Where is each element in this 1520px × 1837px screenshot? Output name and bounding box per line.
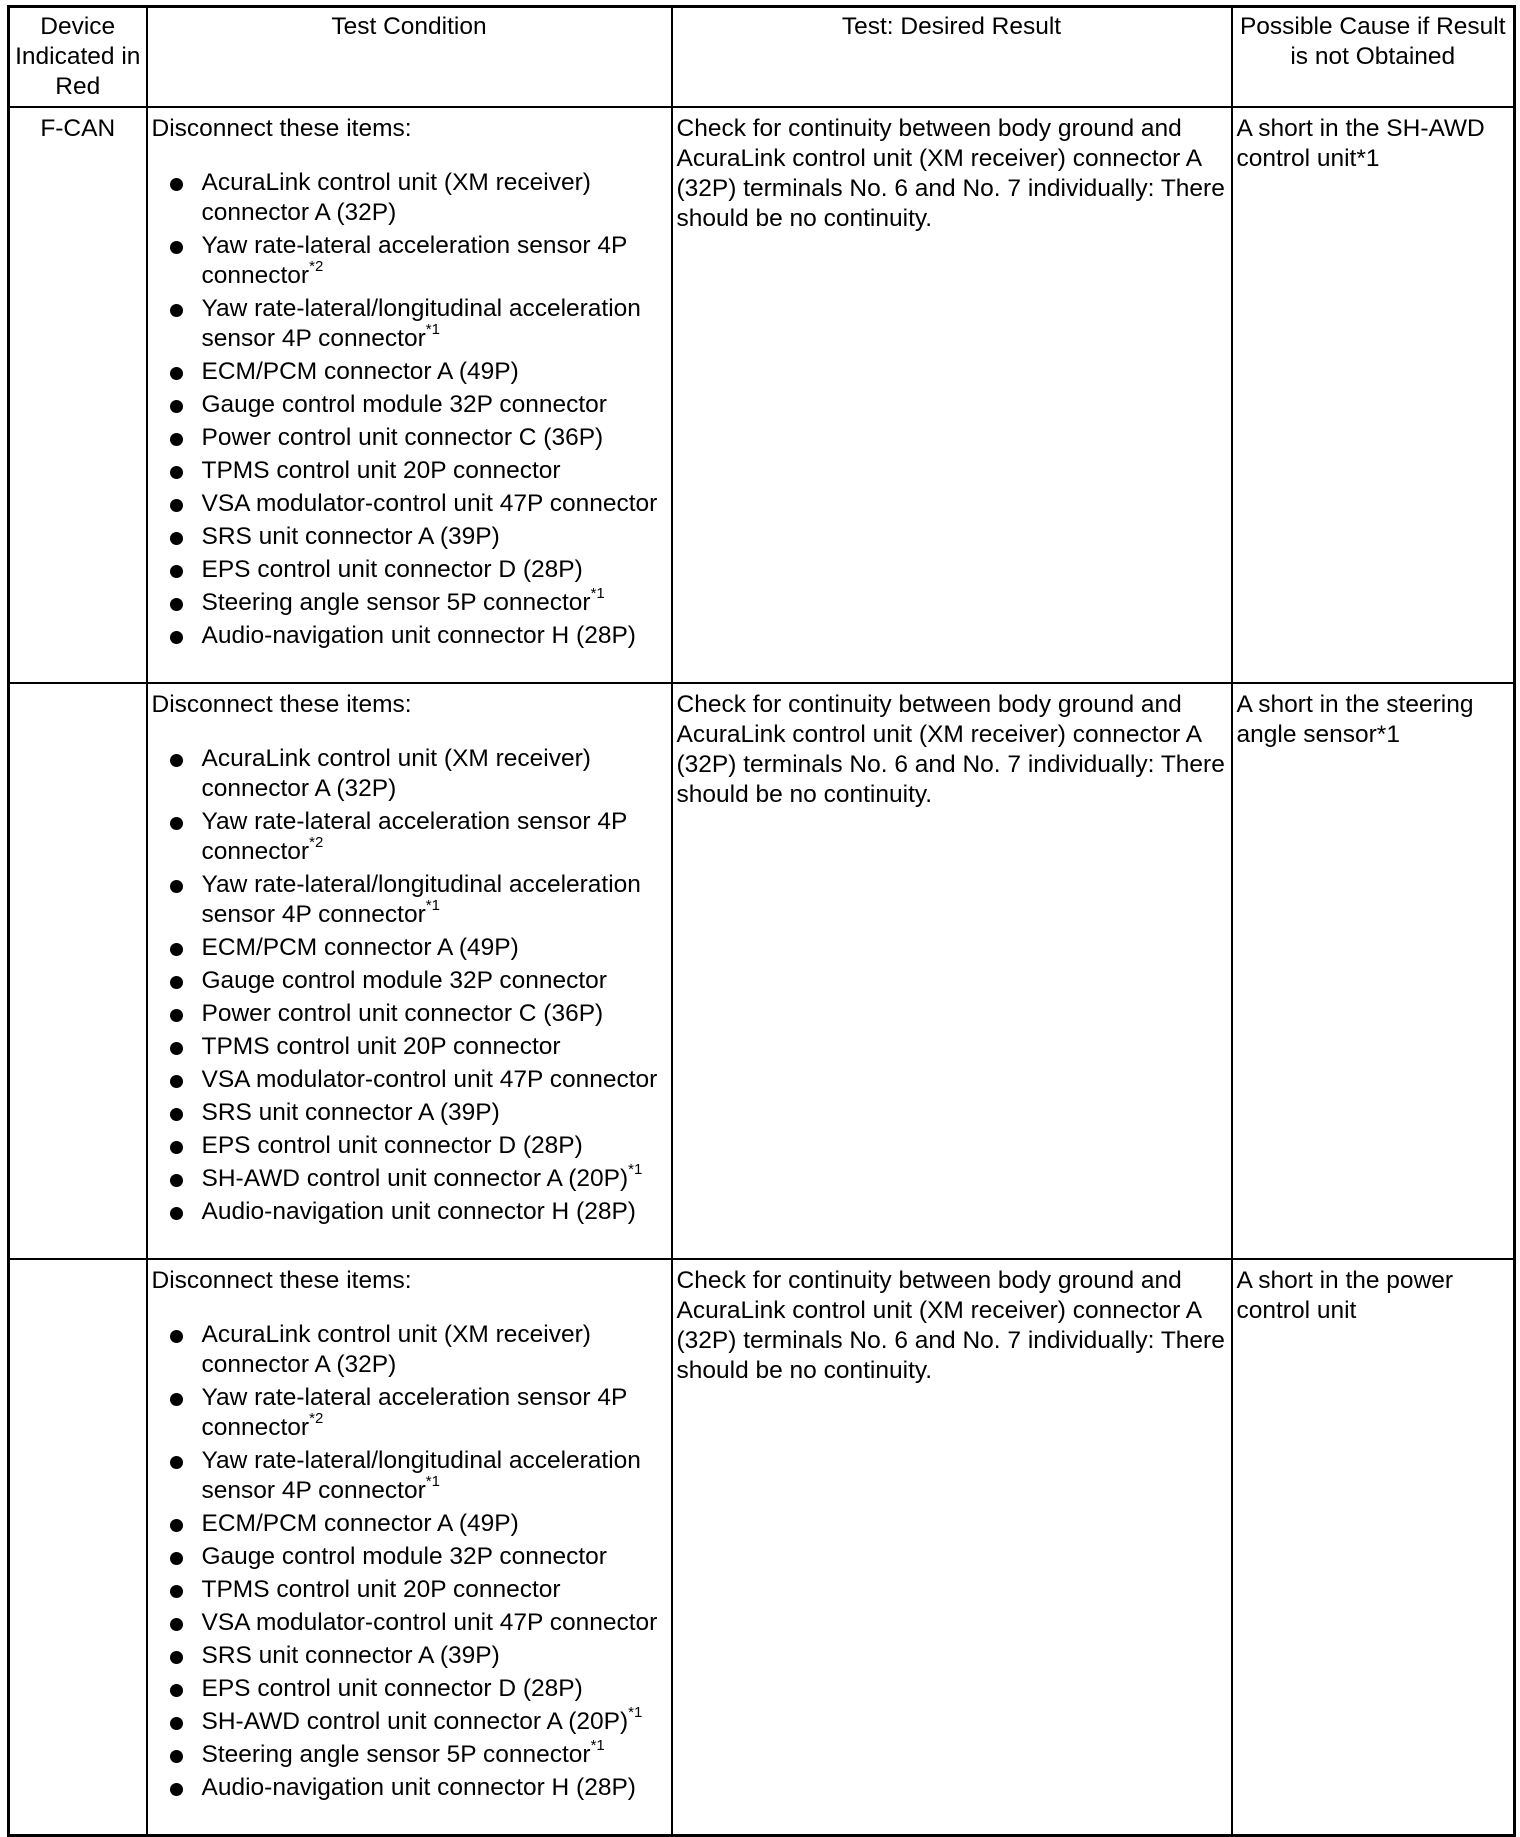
bullet-icon xyxy=(170,1717,183,1730)
list-item-text: ECM/PCM connector A (49P) xyxy=(201,933,519,961)
list-item xyxy=(168,1098,667,1128)
list-item-text: ECM/PCM connector A (49P) xyxy=(201,1509,519,1537)
list-item-text: AcuraLink control unit (XM receiver) connector A (32P) xyxy=(201,1320,591,1378)
list-item-text: VSA modulator-control unit 47P connector xyxy=(201,489,658,517)
list-item-text: Yaw rate-lateral/longitudinal acceleration sensor 4P connector xyxy=(201,1446,641,1504)
footnote-marker: *1 xyxy=(425,897,440,915)
result-cell: Check for continuity between body ground and AcuraLink control unit (XM receiver) connector A (32P) terminals No. 6 and No. 7 individually: There should be no continuity. xyxy=(672,107,1232,683)
bullet-icon xyxy=(170,1174,183,1187)
header-row xyxy=(9,7,1515,107)
list-item xyxy=(168,1446,667,1506)
cause-cell: A short in the steering angle sensor*1 xyxy=(1232,683,1515,1259)
condition-intro: Disconnect these items: xyxy=(151,114,412,142)
device-cell: F-CAN xyxy=(9,107,147,683)
table-row xyxy=(9,107,1515,683)
bullet-icon xyxy=(170,1585,183,1598)
list-item xyxy=(168,522,667,552)
bullet-icon xyxy=(170,241,183,254)
bullet-icon xyxy=(170,880,183,893)
bullet-icon xyxy=(170,304,183,317)
list-item xyxy=(168,357,667,387)
bullet-icon xyxy=(170,433,183,446)
list-item xyxy=(168,231,667,291)
header-condition: Test Condition xyxy=(147,7,672,107)
list-item-text: Steering angle sensor 5P connector xyxy=(201,1740,591,1768)
bullet-icon xyxy=(170,1330,183,1343)
bullet-icon xyxy=(170,1519,183,1532)
list-item-text: Audio-navigation unit connector H (28P) xyxy=(201,621,636,649)
bullet-icon xyxy=(170,1684,183,1697)
bullet-icon xyxy=(170,466,183,479)
list-item-text: EPS control unit connector D (28P) xyxy=(201,555,583,583)
bullet-icon xyxy=(170,499,183,512)
bullet-icon xyxy=(170,565,183,578)
footnote-marker: *1 xyxy=(628,1704,643,1722)
list-item xyxy=(168,456,667,486)
result-cell: Check for continuity between body ground and AcuraLink control unit (XM receiver) connector A (32P) terminals No. 6 and No. 7 individually: There should be no continuity. xyxy=(672,683,1232,1259)
list-item-text: TPMS control unit 20P connector xyxy=(201,1575,561,1603)
list-item-text: AcuraLink control unit (XM receiver) connector A (32P) xyxy=(201,168,591,226)
list-item xyxy=(168,168,667,228)
footnote-marker: *1 xyxy=(425,1473,440,1491)
list-item-text: VSA modulator-control unit 47P connector xyxy=(201,1608,658,1636)
list-item xyxy=(168,585,667,618)
bullet-icon xyxy=(170,400,183,413)
cause-cell: A short in the SH-AWD control unit*1 xyxy=(1232,107,1515,683)
list-item xyxy=(168,390,667,420)
footnote-marker: *1 xyxy=(628,1161,643,1179)
list-item-text: SRS unit connector A (39P) xyxy=(201,1641,500,1669)
bullet-icon xyxy=(170,943,183,956)
list-item-text: VSA modulator-control unit 47P connector xyxy=(201,1065,658,1093)
list-item-text: Steering angle sensor 5P connector xyxy=(201,588,591,616)
list-item-text: SH-AWD control unit connector A (20P) xyxy=(201,1707,629,1735)
list-item xyxy=(168,1773,667,1803)
list-item xyxy=(168,621,667,651)
list-item-text: Gauge control module 32P connector xyxy=(201,1542,607,1570)
list-item xyxy=(168,999,667,1029)
list-item xyxy=(168,1737,667,1770)
list-item xyxy=(168,555,667,585)
list-item xyxy=(168,1131,667,1161)
list-item xyxy=(168,489,667,519)
condition-cell xyxy=(147,683,672,1259)
list-item xyxy=(168,1320,667,1380)
disconnect-list xyxy=(152,1320,667,1803)
device-cell xyxy=(9,1259,147,1836)
table-body xyxy=(9,107,1515,1836)
bullet-icon xyxy=(170,1618,183,1631)
footnote-marker: *2 xyxy=(309,258,324,276)
footnote-marker: *2 xyxy=(309,834,324,852)
list-item xyxy=(168,933,667,963)
header-result: Test: Desired Result xyxy=(672,7,1232,107)
list-item-text: TPMS control unit 20P connector xyxy=(201,456,561,484)
list-item xyxy=(168,1032,667,1062)
list-item-text: Yaw rate-lateral acceleration sensor 4P connector xyxy=(201,231,627,289)
bullet-icon xyxy=(170,1075,183,1088)
bullet-icon xyxy=(170,817,183,830)
list-item-text: Gauge control module 32P connector xyxy=(201,390,607,418)
bullet-icon xyxy=(170,631,183,644)
list-item-text: Power control unit connector C (36P) xyxy=(201,999,604,1027)
list-item-text: Yaw rate-lateral/longitudinal acceleration sensor 4P connector xyxy=(201,870,641,928)
bullet-icon xyxy=(170,367,183,380)
header-device: Device Indicated in Red xyxy=(9,7,147,107)
condition-intro: Disconnect these items: xyxy=(151,1266,412,1294)
list-item-text: SRS unit connector A (39P) xyxy=(201,1098,500,1126)
bullet-icon xyxy=(170,1456,183,1469)
disconnect-list xyxy=(152,744,667,1227)
list-item xyxy=(168,1383,667,1443)
list-item-text: Gauge control module 32P connector xyxy=(201,966,607,994)
bullet-icon xyxy=(170,532,183,545)
list-item xyxy=(168,423,667,453)
list-item-text: ECM/PCM connector A (49P) xyxy=(201,357,519,385)
list-item-text: Yaw rate-lateral acceleration sensor 4P connector xyxy=(201,1383,627,1441)
header-cause: Possible Cause if Result is not Obtained xyxy=(1232,7,1515,107)
bullet-icon xyxy=(170,178,183,191)
bullet-icon xyxy=(170,1207,183,1220)
list-item-text: SH-AWD control unit connector A (20P) xyxy=(201,1164,629,1192)
list-item-text: Audio-navigation unit connector H (28P) xyxy=(201,1197,636,1225)
list-item-text: EPS control unit connector D (28P) xyxy=(201,1131,583,1159)
list-item xyxy=(168,1641,667,1671)
list-item-text: Audio-navigation unit connector H (28P) xyxy=(201,1773,636,1801)
list-item xyxy=(168,1542,667,1572)
list-item-text: Power control unit connector C (36P) xyxy=(201,423,604,451)
footnote-marker: *1 xyxy=(590,1737,605,1755)
list-item xyxy=(168,807,667,867)
bullet-icon xyxy=(170,1552,183,1565)
bullet-icon xyxy=(170,1108,183,1121)
bullet-icon xyxy=(170,1393,183,1406)
bullet-icon xyxy=(170,754,183,767)
list-item xyxy=(168,966,667,996)
result-cell: Check for continuity between body ground and AcuraLink control unit (XM receiver) connector A (32P) terminals No. 6 and No. 7 individually: There should be no continuity. xyxy=(672,1259,1232,1836)
bullet-icon xyxy=(170,976,183,989)
diagnostic-table xyxy=(7,5,1516,1837)
list-item xyxy=(168,1509,667,1539)
bullet-icon xyxy=(170,598,183,611)
footnote-marker: *2 xyxy=(309,1410,324,1428)
condition-cell xyxy=(147,1259,672,1836)
list-item xyxy=(168,1704,667,1737)
list-item xyxy=(168,1608,667,1638)
list-item-text: EPS control unit connector D (28P) xyxy=(201,1674,583,1702)
list-item xyxy=(168,1161,667,1194)
footnote-marker: *1 xyxy=(590,585,605,603)
list-item xyxy=(168,744,667,804)
condition-cell xyxy=(147,107,672,683)
list-item xyxy=(168,1674,667,1704)
condition-intro: Disconnect these items: xyxy=(151,690,412,718)
list-item xyxy=(168,870,667,930)
disconnect-list xyxy=(152,168,667,651)
table-row xyxy=(9,1259,1515,1836)
bullet-icon xyxy=(170,1783,183,1796)
list-item xyxy=(168,1575,667,1605)
bullet-icon xyxy=(170,1009,183,1022)
bullet-icon xyxy=(170,1750,183,1763)
device-cell xyxy=(9,683,147,1259)
list-item-text: SRS unit connector A (39P) xyxy=(201,522,500,550)
list-item xyxy=(168,1065,667,1095)
list-item-text: Yaw rate-lateral acceleration sensor 4P connector xyxy=(201,807,627,865)
list-item-text: AcuraLink control unit (XM receiver) connector A (32P) xyxy=(201,744,591,802)
bullet-icon xyxy=(170,1141,183,1154)
list-item-text: Yaw rate-lateral/longitudinal acceleration sensor 4P connector xyxy=(201,294,641,352)
table-row xyxy=(9,683,1515,1259)
footnote-marker: *1 xyxy=(425,321,440,339)
bullet-icon xyxy=(170,1042,183,1055)
bullet-icon xyxy=(170,1651,183,1664)
list-item xyxy=(168,1197,667,1227)
list-item-text: TPMS control unit 20P connector xyxy=(201,1032,561,1060)
list-item xyxy=(168,294,667,354)
cause-cell: A short in the power control unit xyxy=(1232,1259,1515,1836)
